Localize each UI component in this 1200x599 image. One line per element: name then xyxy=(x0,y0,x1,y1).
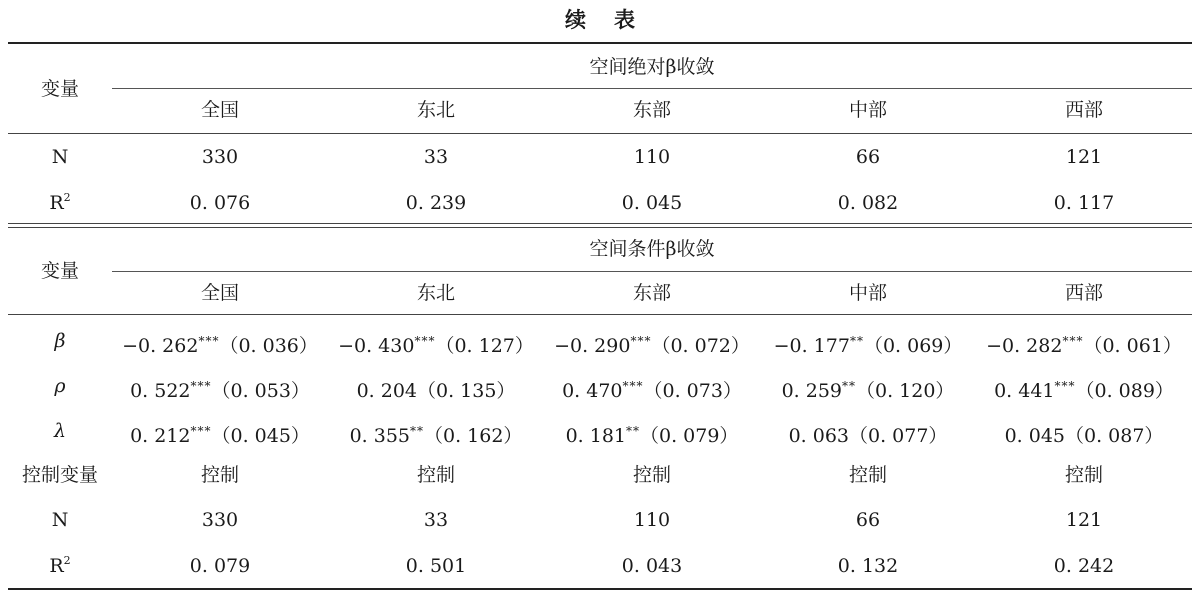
coefficient-cell xyxy=(328,328,544,357)
region-header: 西部 xyxy=(1064,99,1103,121)
standard-error: （0. 061） xyxy=(1083,335,1182,357)
table-cell: 66 xyxy=(855,146,881,168)
coefficient-cell xyxy=(760,418,976,447)
standard-error: （0. 072） xyxy=(651,335,750,357)
row-label-coefficient: β xyxy=(54,330,66,352)
table-cell: 控制 xyxy=(848,464,887,486)
coefficient-cell xyxy=(544,373,760,402)
table-cell: 121 xyxy=(1065,146,1103,168)
significance-stars: *** xyxy=(198,334,220,348)
standard-error: （0. 087） xyxy=(1065,425,1164,447)
coefficient-value: −0. 290 xyxy=(554,335,631,357)
row-label-r2: $R^2$ xyxy=(49,191,71,214)
table-cell: 控制 xyxy=(416,464,455,486)
significance-stars: ** xyxy=(849,334,864,348)
table-cell: 66 xyxy=(855,509,881,531)
significance-stars: *** xyxy=(190,424,212,438)
variable-header: 变量 xyxy=(40,78,79,100)
significance-stars: ** xyxy=(842,379,856,393)
significance-stars: *** xyxy=(190,379,212,393)
standard-error: （0. 162） xyxy=(424,425,523,447)
bottom-rule xyxy=(8,588,1192,590)
coefficient-cell xyxy=(976,373,1192,402)
coefficient-cell xyxy=(760,328,976,357)
coefficient-value: 0. 181 xyxy=(565,425,626,447)
coefficient-value: 0. 045 xyxy=(1004,425,1065,447)
table-cell: 330 xyxy=(201,146,239,168)
standard-error: （0. 069） xyxy=(863,335,963,357)
significance-stars: *** xyxy=(1062,334,1084,348)
standard-error: （0. 077） xyxy=(849,425,948,447)
coefficient-value: −0. 262 xyxy=(122,335,199,357)
significance-stars: *** xyxy=(1054,379,1076,393)
coefficient-value: 0. 470 xyxy=(562,380,623,402)
standard-error: （0. 135） xyxy=(417,380,516,402)
row-label-n: N xyxy=(51,509,69,531)
row-label-controls: 控制变量 xyxy=(21,464,98,486)
coefficient-value: 0. 063 xyxy=(788,425,849,447)
coefficient-cell xyxy=(544,418,760,447)
table-cell: 0. 079 xyxy=(189,555,251,577)
row-label-coefficient: λ xyxy=(53,420,67,442)
coefficient-value: 0. 259 xyxy=(781,380,842,402)
region-header: 东部 xyxy=(632,99,671,121)
section-title-conditional: 空间条件β收敛 xyxy=(589,238,715,260)
region-header: 东部 xyxy=(632,282,671,304)
section-double-rule-top xyxy=(8,223,1192,224)
coefficient-cell xyxy=(328,418,544,447)
table-cell: 33 xyxy=(423,509,449,531)
standard-error: （0. 053） xyxy=(211,380,310,402)
table-cell: 0. 045 xyxy=(621,192,683,214)
table-cell: 控制 xyxy=(200,464,239,486)
coefficient-value: −0. 177 xyxy=(773,335,850,357)
table-cell: 330 xyxy=(201,509,239,531)
significance-stars: *** xyxy=(414,334,436,348)
table-cell: 0. 242 xyxy=(1053,555,1115,577)
coefficient-cell xyxy=(760,373,976,402)
region-header: 东北 xyxy=(416,282,455,304)
table-cell: 33 xyxy=(423,146,449,168)
table-cell: 110 xyxy=(633,146,671,168)
section-subrule xyxy=(112,271,1192,272)
region-header: 中部 xyxy=(848,282,887,304)
variable-header: 变量 xyxy=(40,260,79,282)
coefficient-value: 0. 522 xyxy=(130,380,191,402)
region-header: 全国 xyxy=(200,282,239,304)
region-header: 西部 xyxy=(1064,282,1103,304)
section-subrule xyxy=(112,88,1192,89)
table-cell: 121 xyxy=(1065,509,1103,531)
section-title-absolute: 空间绝对β收敛 xyxy=(589,56,715,78)
coefficient-value: 0. 441 xyxy=(994,380,1055,402)
coefficient-value: −0. 282 xyxy=(986,335,1063,357)
coefficient-value: 0. 212 xyxy=(130,425,191,447)
row-label-coefficient: ρ xyxy=(54,375,66,397)
table-cell: 控制 xyxy=(1064,464,1103,486)
coefficient-cell xyxy=(112,373,328,402)
region-header: 东北 xyxy=(416,99,455,121)
standard-error: （0. 036） xyxy=(219,335,318,357)
table-cell: 0. 239 xyxy=(405,192,467,214)
region-header: 全国 xyxy=(200,99,239,121)
significance-stars: *** xyxy=(622,379,644,393)
coefficient-cell xyxy=(112,418,328,447)
table-cell: 0. 132 xyxy=(837,555,899,577)
row-label-n: N xyxy=(51,146,69,168)
coefficient-cell xyxy=(976,418,1192,447)
table-cell: 0. 117 xyxy=(1053,192,1115,214)
table-caption: 续表 xyxy=(565,7,663,32)
top-rule xyxy=(8,42,1192,44)
coefficient-value: 0. 355 xyxy=(349,425,410,447)
coefficient-cell xyxy=(976,328,1192,357)
standard-error: （0. 089） xyxy=(1075,380,1174,402)
standard-error: （0. 045） xyxy=(211,425,310,447)
table-cell: 控制 xyxy=(632,464,671,486)
significance-stars: *** xyxy=(630,334,652,348)
section-double-rule-bottom xyxy=(8,227,1192,228)
coefficient-value: 0. 204 xyxy=(356,380,417,402)
significance-stars: ** xyxy=(410,424,424,438)
standard-error: （0. 127） xyxy=(435,335,534,357)
standard-error: （0. 079） xyxy=(640,425,739,447)
region-header: 中部 xyxy=(848,99,887,121)
coefficient-cell xyxy=(328,373,544,402)
coefficient-value: −0. 430 xyxy=(338,335,415,357)
table-cell: 0. 082 xyxy=(837,192,899,214)
standard-error: （0. 120） xyxy=(856,380,955,402)
row-label-r2: $R^2$ xyxy=(49,554,71,577)
table-cell: 110 xyxy=(633,509,671,531)
standard-error: （0. 073） xyxy=(643,380,742,402)
header-rule xyxy=(8,314,1192,315)
header-rule xyxy=(8,133,1192,134)
coefficient-cell xyxy=(544,328,760,357)
table-cell: 0. 043 xyxy=(621,555,683,577)
coefficient-cell xyxy=(112,328,328,357)
significance-stars: ** xyxy=(626,424,640,438)
table-cell: 0. 501 xyxy=(405,555,467,577)
table-cell: 0. 076 xyxy=(189,192,251,214)
